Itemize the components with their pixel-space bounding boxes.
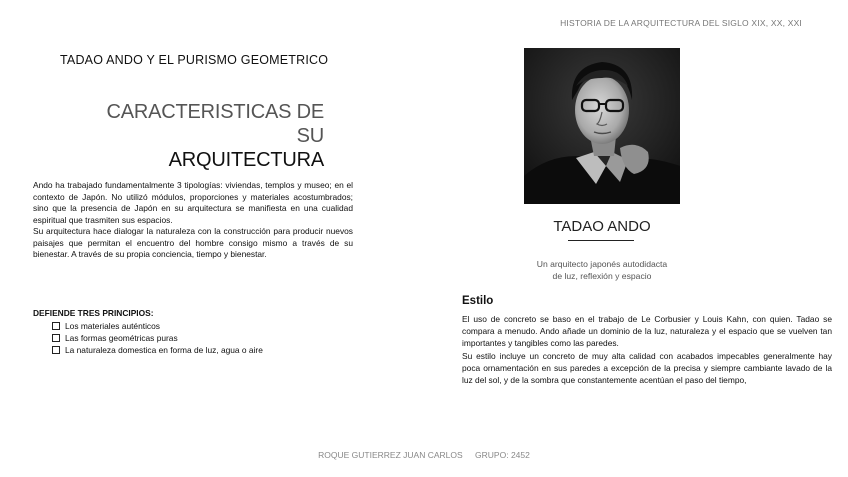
intro-text xyxy=(33,180,353,261)
principle-label: La naturaleza domestica en forma de luz, agua o aire xyxy=(65,345,263,355)
principles-title: DEFIENDE TRES PRINCIPIOS: xyxy=(33,308,154,318)
section-title xyxy=(74,100,324,172)
principles-list xyxy=(52,320,263,356)
list-item xyxy=(52,344,263,356)
footer-author: ROQUE GUTIERREZ JUAN CARLOS xyxy=(318,450,463,460)
header-course-title: HISTORIA DE LA ARQUITECTURA DEL SIGLO XIX, XX, XXI xyxy=(560,18,802,28)
checkbox-icon xyxy=(52,322,60,330)
style-heading: Estilo xyxy=(462,295,494,307)
section-title-line1: CARACTERISTICAS DE SU xyxy=(106,101,324,147)
list-item xyxy=(52,320,263,332)
checkbox-icon xyxy=(52,334,60,342)
portrait-photo xyxy=(524,48,680,204)
style-paragraph-1: El uso de concreto se baso en el trabajo de Le Corbusier y Louis Kahn, con quien. Tadao se compara a menudo. Ando añade un dominio de la luz, naturaleza y el espacio que se vuelven tan importantes y tangibles como las paredes. xyxy=(462,314,832,349)
subtitle-line1: Un arquitecto japonés autodidacta xyxy=(536,259,668,269)
intro-paragraph-2: Su arquitectura hace dialogar la naturaleza con la construcción para producir nuevos paisajes que permitan el encuentro del hombre consigo mismo a través de su bienestar. A través de su propia conciencia, tiempo y bienestar. xyxy=(33,226,353,259)
subtitle-line2: de luz, reflexión y espacio xyxy=(552,271,652,281)
footer xyxy=(0,450,848,460)
document-title: TADAO ANDO Y EL PURISMO GEOMETRICO xyxy=(60,53,329,67)
portrait-illustration xyxy=(524,48,680,204)
list-item xyxy=(52,332,263,344)
checkbox-icon xyxy=(52,346,60,354)
principle-label: Los materiales auténticos xyxy=(65,321,160,331)
style-paragraph-2: Su estilo incluye un concreto de muy alta calidad con acabados impecables generalmente hay poca ornamentación en sus paredes a excepción de la precisa y siempre cambiante lavado de la luz del sol, y de la sombra que constantemente acentúan el paso del tiempo, xyxy=(462,350,832,386)
intro-paragraph-1: Ando ha trabajado fundamentalmente 3 tipologías: viviendas, templos y museo; en el contexto de Japón. No utilizó módulos, proporciones y materiales acostumbrados; sino que la presencia de Japón en su arquitectura se manifiesta en una cualidad espiritual que trasmiten sus espacios. xyxy=(33,180,353,225)
architect-name: TADAO ANDO xyxy=(553,218,651,235)
section-title-line2: ARQUITECTURA xyxy=(168,149,324,171)
principle-label: Las formas geométricas puras xyxy=(65,333,178,343)
name-underline xyxy=(568,240,634,241)
architect-subtitle xyxy=(510,258,694,282)
footer-group: GRUPO: 2452 xyxy=(475,450,530,460)
style-text xyxy=(462,313,832,386)
